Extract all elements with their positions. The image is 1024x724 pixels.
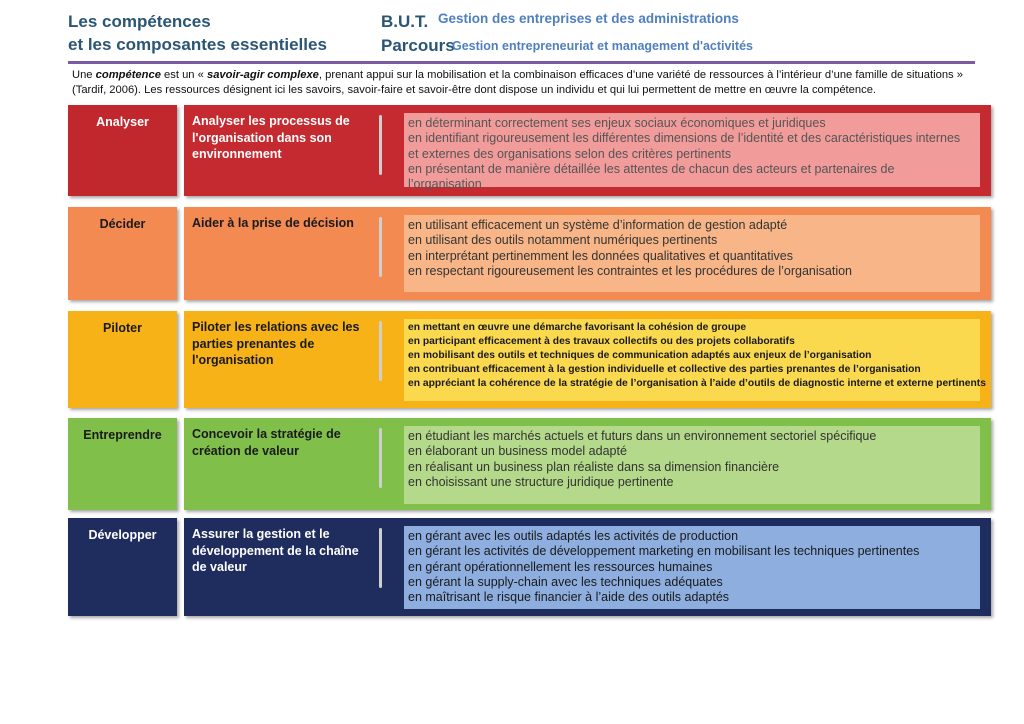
vertical-separator [379,115,382,175]
intro-term-competence: compétence [95,69,161,81]
intro-term-savoir-agir: savoir-agir complexe [206,69,319,81]
competence-title: Aider à la prise de décision [192,216,354,230]
competence-title: Assurer la gestion et le développement de la chaîne de valeur [192,527,359,574]
competence-label-box [68,518,177,616]
competence-label: Piloter [103,321,142,335]
competence-label-box [68,105,177,196]
competence-row-developper [68,518,992,616]
page-title-line2: et les composantes essentielles [68,35,327,54]
composante-item: en gérant les activités de développement marketing en mobilisant les techniques pertinentes [408,544,920,559]
composante-item: en choisissant une structure juridique pertinente [408,474,674,489]
composantes-box [404,526,980,609]
composante-item: en réalisant un business plan réaliste dans sa dimension financière [408,459,780,474]
competence-label: Décider [99,217,146,231]
parcours-label: Parcours [381,36,455,55]
competence-label: Développer [88,528,157,542]
vertical-separator [379,528,382,588]
competence-row-analyser [68,105,992,196]
competence-detail-box [184,518,991,616]
composante-item: en gérant opérationnellement les ressources humaines [408,559,713,574]
competence-detail-box [184,418,991,510]
intro-part2: est un « [160,69,207,81]
competence-row-decider [68,207,992,300]
competence-label: Analyser [96,115,149,129]
composante-item: en étudiant les marchés actuels et futurs dans un environnement sectoriel spécifique [408,429,877,443]
composante-item: en gérant la supply-chain avec les techniques adéquates [408,574,723,589]
competence-title: Piloter les relations avec les parties prenantes de l'organisation [192,320,360,367]
competence-label-box [68,311,177,408]
composante-item: en gérant avec les outils adaptés les activités de production [408,529,739,543]
composante-item: en utilisant des outils notamment numériques pertinents [408,233,718,248]
composantes-box [404,426,980,504]
composante-item: en interprétant pertinemment les données qualitatives et quantitatives [408,248,793,263]
composante-item: en contribuant efficacement à la gestion individuelle et collective des parties prenantes de l’organisation [408,364,921,375]
competence-label-box [68,418,177,510]
vertical-separator [379,428,382,488]
composantes-box [404,113,980,192]
competence-detail-box [184,105,991,196]
composante-item: en utilisant efficacement un système d’information de gestion adapté [408,218,788,232]
but-value: Gestion des entreprises et des administrations [438,11,739,26]
composante-item: en mettant en œuvre une démarche favorisant la cohésion de groupe [408,322,747,333]
composante-item: en appréciant la cohérence de la stratégie de l’organisation à l’aide d’outils de diagnostic interne et externe pertinents [408,378,986,389]
page-title-line1: Les compétences [68,12,211,31]
page-title [68,10,327,56]
competence-title: Analyser les processus de l'organisation dans son environnement [192,114,350,161]
competence-label-box [68,207,177,300]
intro-text [72,68,977,98]
competence-title: Concevoir la stratégie de création de valeur [192,427,341,458]
header-divider [68,61,975,64]
composante-item: en présentant de manière détaillée les attentes de chacun des acteurs et partenaires de [408,161,895,176]
competence-detail-box [184,207,991,300]
competence-detail-box [184,311,991,408]
competence-row-entreprendre [68,418,992,510]
composante-item: en identifiant rigoureusement les différentes dimensions de l’identité et des caractéristiques internes [408,131,961,146]
composante-item: en maîtrisant le risque financier à l’aide des outils adaptés [408,590,730,605]
composante-item: en mobilisant des outils et techniques de communication adaptés aux enjeux de l’organisation [408,350,872,361]
composante-item: en élaborant un business model adapté [408,444,627,459]
vertical-separator [379,217,382,277]
parcours-value: Gestion entrepreneuriat et management d'activités [452,39,753,53]
but-label: B.U.T. [381,12,429,31]
composantes-box [404,319,986,401]
composante-item: et externes des organisations selon des critères pertinents [408,146,732,161]
composantes-box [404,215,980,292]
composante-item: l’organisation [408,177,482,192]
vertical-separator [379,321,382,381]
competence-row-piloter [68,311,992,408]
composante-item: en respectant rigoureusement les contraintes et les procédures de l’organisation [408,263,853,278]
intro-part3: , prenant appui sur la mobilisation et la combinaison efficaces d’une variété de ressources à l’intérieur d’une famille de situations » (Tardif, 2006). Les ressources désignent ici les savoirs, savoir-faire et savoir-être dont dispose un individu et qui lui permettent de mettre en œuvre la compétence. [72,69,963,96]
composante-item: en déterminant correctement ses enjeux sociaux économiques et juridiques [408,116,826,130]
competence-label: Entreprendre [83,428,162,442]
composante-item: en participant efficacement à des travaux collectifs ou des projets collaboratifs [408,336,795,347]
intro-part1: Une [72,69,96,81]
